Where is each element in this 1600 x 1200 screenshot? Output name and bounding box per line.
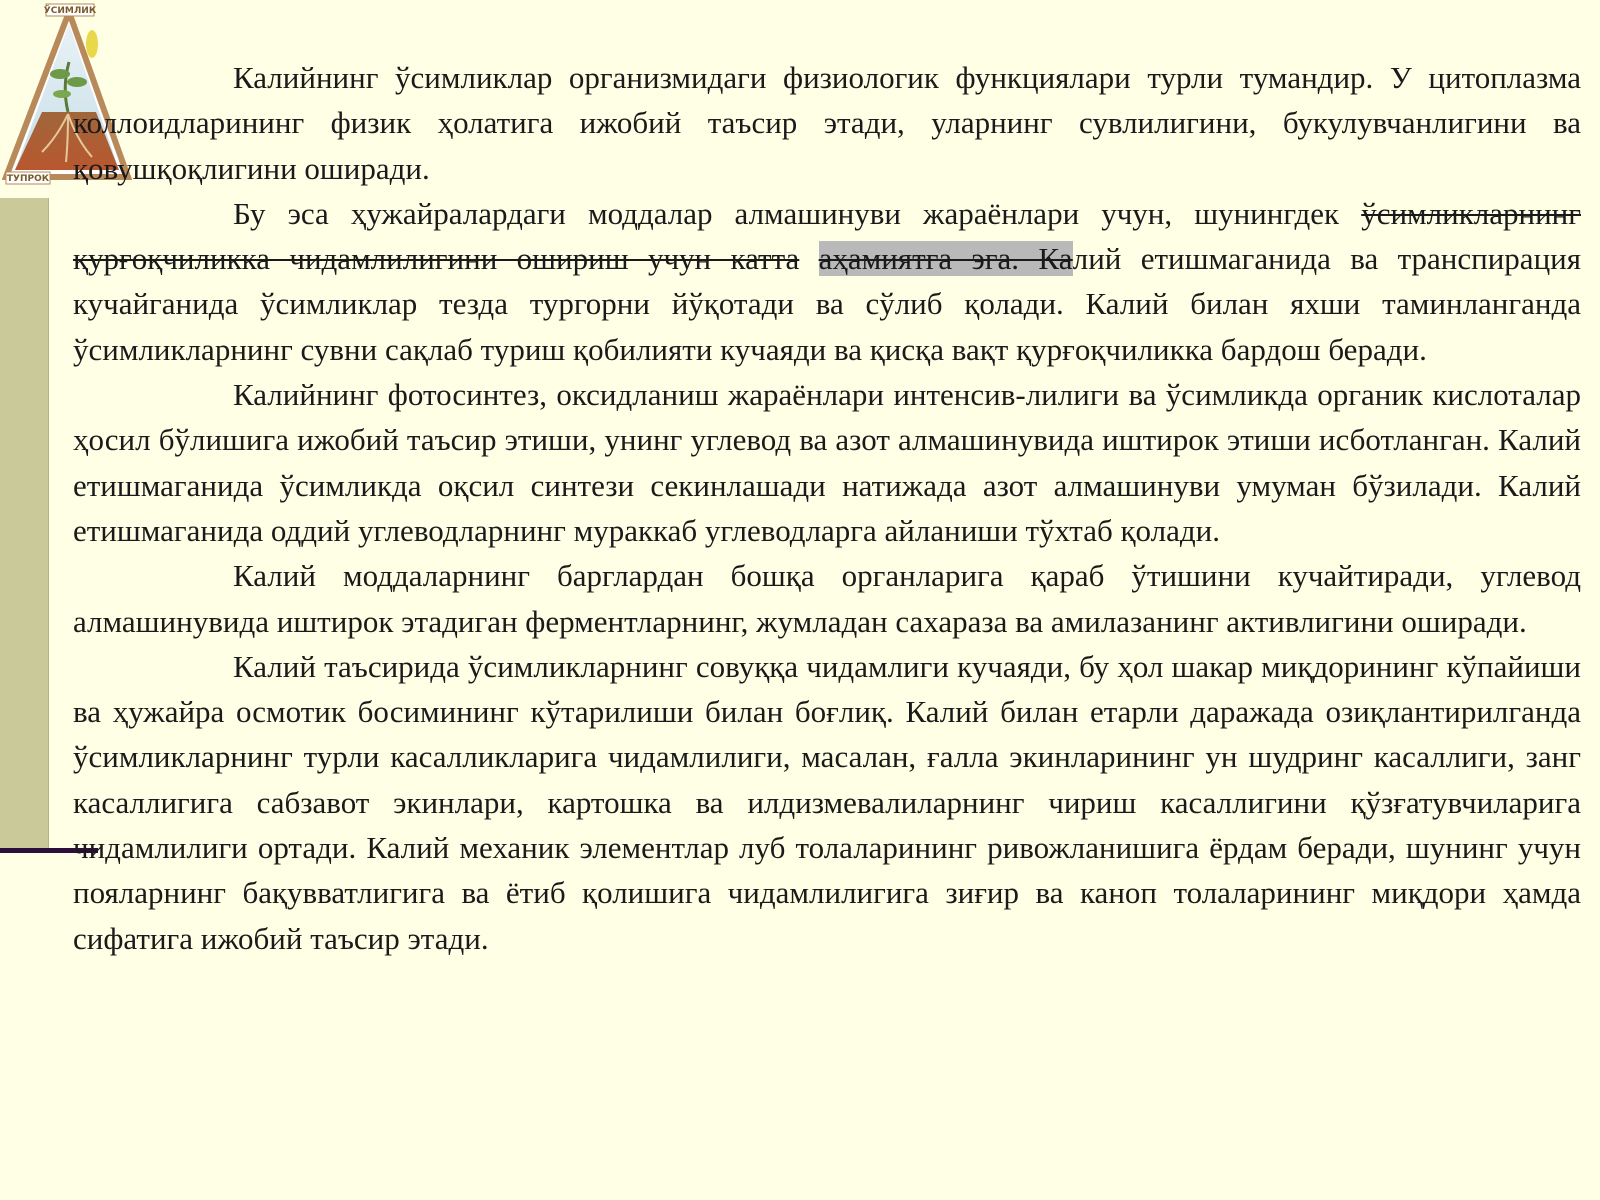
highlighted-strikethrough-text: аҳамиятга эга. Ка — [818, 241, 1073, 277]
paragraph-5: Калий таъсирида ўсимликларнинг совуққа чидамлиги кучаяди, бу ҳол шакар миқдорининг кўпайиши ва ҳужайра осмотик босимининг кўтарилиши билан боғлиқ. Калий билан етарли даражада озиқлантирилганда ўсимликларнинг турли касалликларига чидамлилиги, масалан, ғалла экинларининг ун шудринг касаллиги, занг касаллигига сабзавот экинлари, картошка ва илдизмевалиларнинг чириш касаллигини қўзғатувчиларига чидамлилиги ортади. Калий механик элементлар луб толаларининг ривожланишига ёрдам беради, шунинг учун пояларнинг бақувватлигига ва ётиб қолишига чидамлилигига зиғир ва каноп толаларининг миқдори ҳамда сифатига ижобий таъсир этади. — [73, 648, 1581, 956]
paragraph-2-end: лий етишмаганида ва транспирация кучайганида ўсимликлар тезда тургорни йўқотади ва сўлиб қолади. Калий билан яхши таминланганда ўсимликларнинг сувни сақлаб туриш қобилияти кучаяди ва қисқа вақт қурғоқчиликка бардош беради. — [73, 241, 1582, 367]
paragraph-2-start: Бу эса ҳужайралардаги моддалар алмашинуви жараёнлари учун, шунингдек — [233, 195, 1340, 231]
paragraph-3: Калийнинг фотосинтез, оксидланиш жараёнлари интенсив-лилиги ва ўсимликда органик кислоталар ҳосил бўлишига ижобий таъсир этиши, унинг углевод ва азот алмашинувида иштирок этиши исботланган. Калий етишмаганида ўсимликда оқсил синтези секинлашади натижада азот алмашинуви умуман бўзилади. Калий етишмаганида оддий углеводларнинг мураккаб углеводларга айланиши тўхтаб қолади. — [73, 377, 1581, 548]
logo-top-label: ЎСИМЛИК — [43, 6, 97, 16]
document-body — [73, 55, 1581, 961]
strikethrough-text: ўсимликларнинг қурғоқчиликка чидамлилигини ошириш учун катта — [73, 195, 1581, 277]
paragraph-4: Калий моддаларнинг барглардан бошқа органларига қараб ўтишини кучайтиради, углевод алмашинувида иштирок этадиган ферментларнинг, жумладан сахараза ва амилазанинг активлигини оширади. — [73, 558, 1581, 639]
logo-bottom-label: ТУПРОК — [6, 174, 50, 184]
paragraph-2 — [73, 191, 1581, 372]
left-decorative-band — [0, 198, 49, 850]
paragraph-1: Калийнинг ўсимликлар организмидаги физиологик функциялари турли тумандир. У цитоплазма коллоидларининг физик ҳолатига ижобий таъсир этади, уларнинг сувлилигини, букулувчанлигини ва қовушқоқлигини оширади. — [73, 60, 1581, 186]
